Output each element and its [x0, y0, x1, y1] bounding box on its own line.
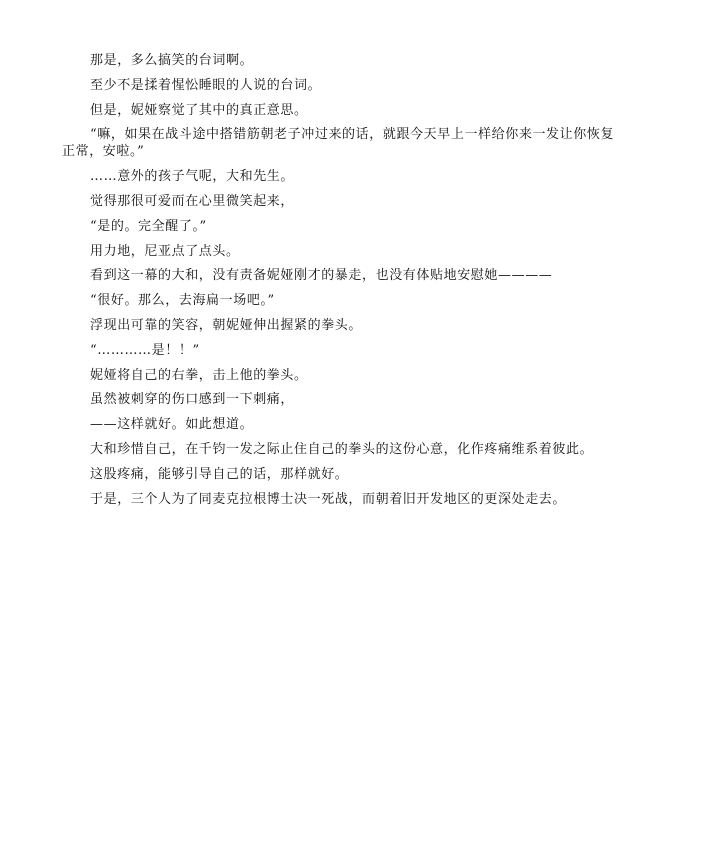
document-body [62, 52, 622, 515]
paragraph: 浮现出可靠的笑容，朝妮娅伸出握紧的拳头。 [90, 317, 363, 333]
paragraph: “是的。完全醒了。” [90, 218, 207, 234]
paragraph: 看到这一幕的大和，没有责备妮娅刚才的暴走，也没有体贴地安慰她———— [90, 268, 553, 284]
paragraph: 用力地，尼亚点了点头。 [90, 243, 240, 259]
paragraph: “很好。那么，去海扁一场吧。” [90, 293, 275, 309]
paragraph: “…………是！！” [90, 342, 200, 358]
paragraph: 虽然被刺穿的伤口感到一下刺痛， [90, 392, 295, 408]
paragraph: 那是，多么搞笑的台词啊。 [90, 53, 254, 68]
paragraph: 但是，妮娅察觉了其中的真正意思。 [90, 102, 308, 118]
paragraph: ——这样就好。如此想道。 [90, 417, 254, 433]
paragraph: 大和珍惜自己，在千钧一发之际止住自己的拳头的这份心意，化作疼痛维系着彼此。 [90, 441, 594, 457]
paragraph: 这股疼痛，能够引导自己的话，那样就好。 [90, 466, 349, 482]
paragraph: 妮娅将自己的右拳，击上他的拳头。 [90, 367, 308, 383]
paragraph: 至少不是揉着惺忪睡眼的人说的台词。 [90, 77, 322, 93]
paragraph: “嘛，如果在战斗途中搭错筋朝老子冲过来的话，就跟今天早上一样给你来一发让你恢复正常，安啦。” [62, 127, 615, 160]
paragraph: 觉得那很可爱而在心里微笑起来， [90, 193, 295, 209]
paragraph: 于是，三个人为了同麦克拉根博士决一死战，而朝着旧开发地区的更深处走去。 [90, 491, 567, 507]
paragraph: ……意外的孩子气呢，大和先生。 [90, 169, 295, 185]
